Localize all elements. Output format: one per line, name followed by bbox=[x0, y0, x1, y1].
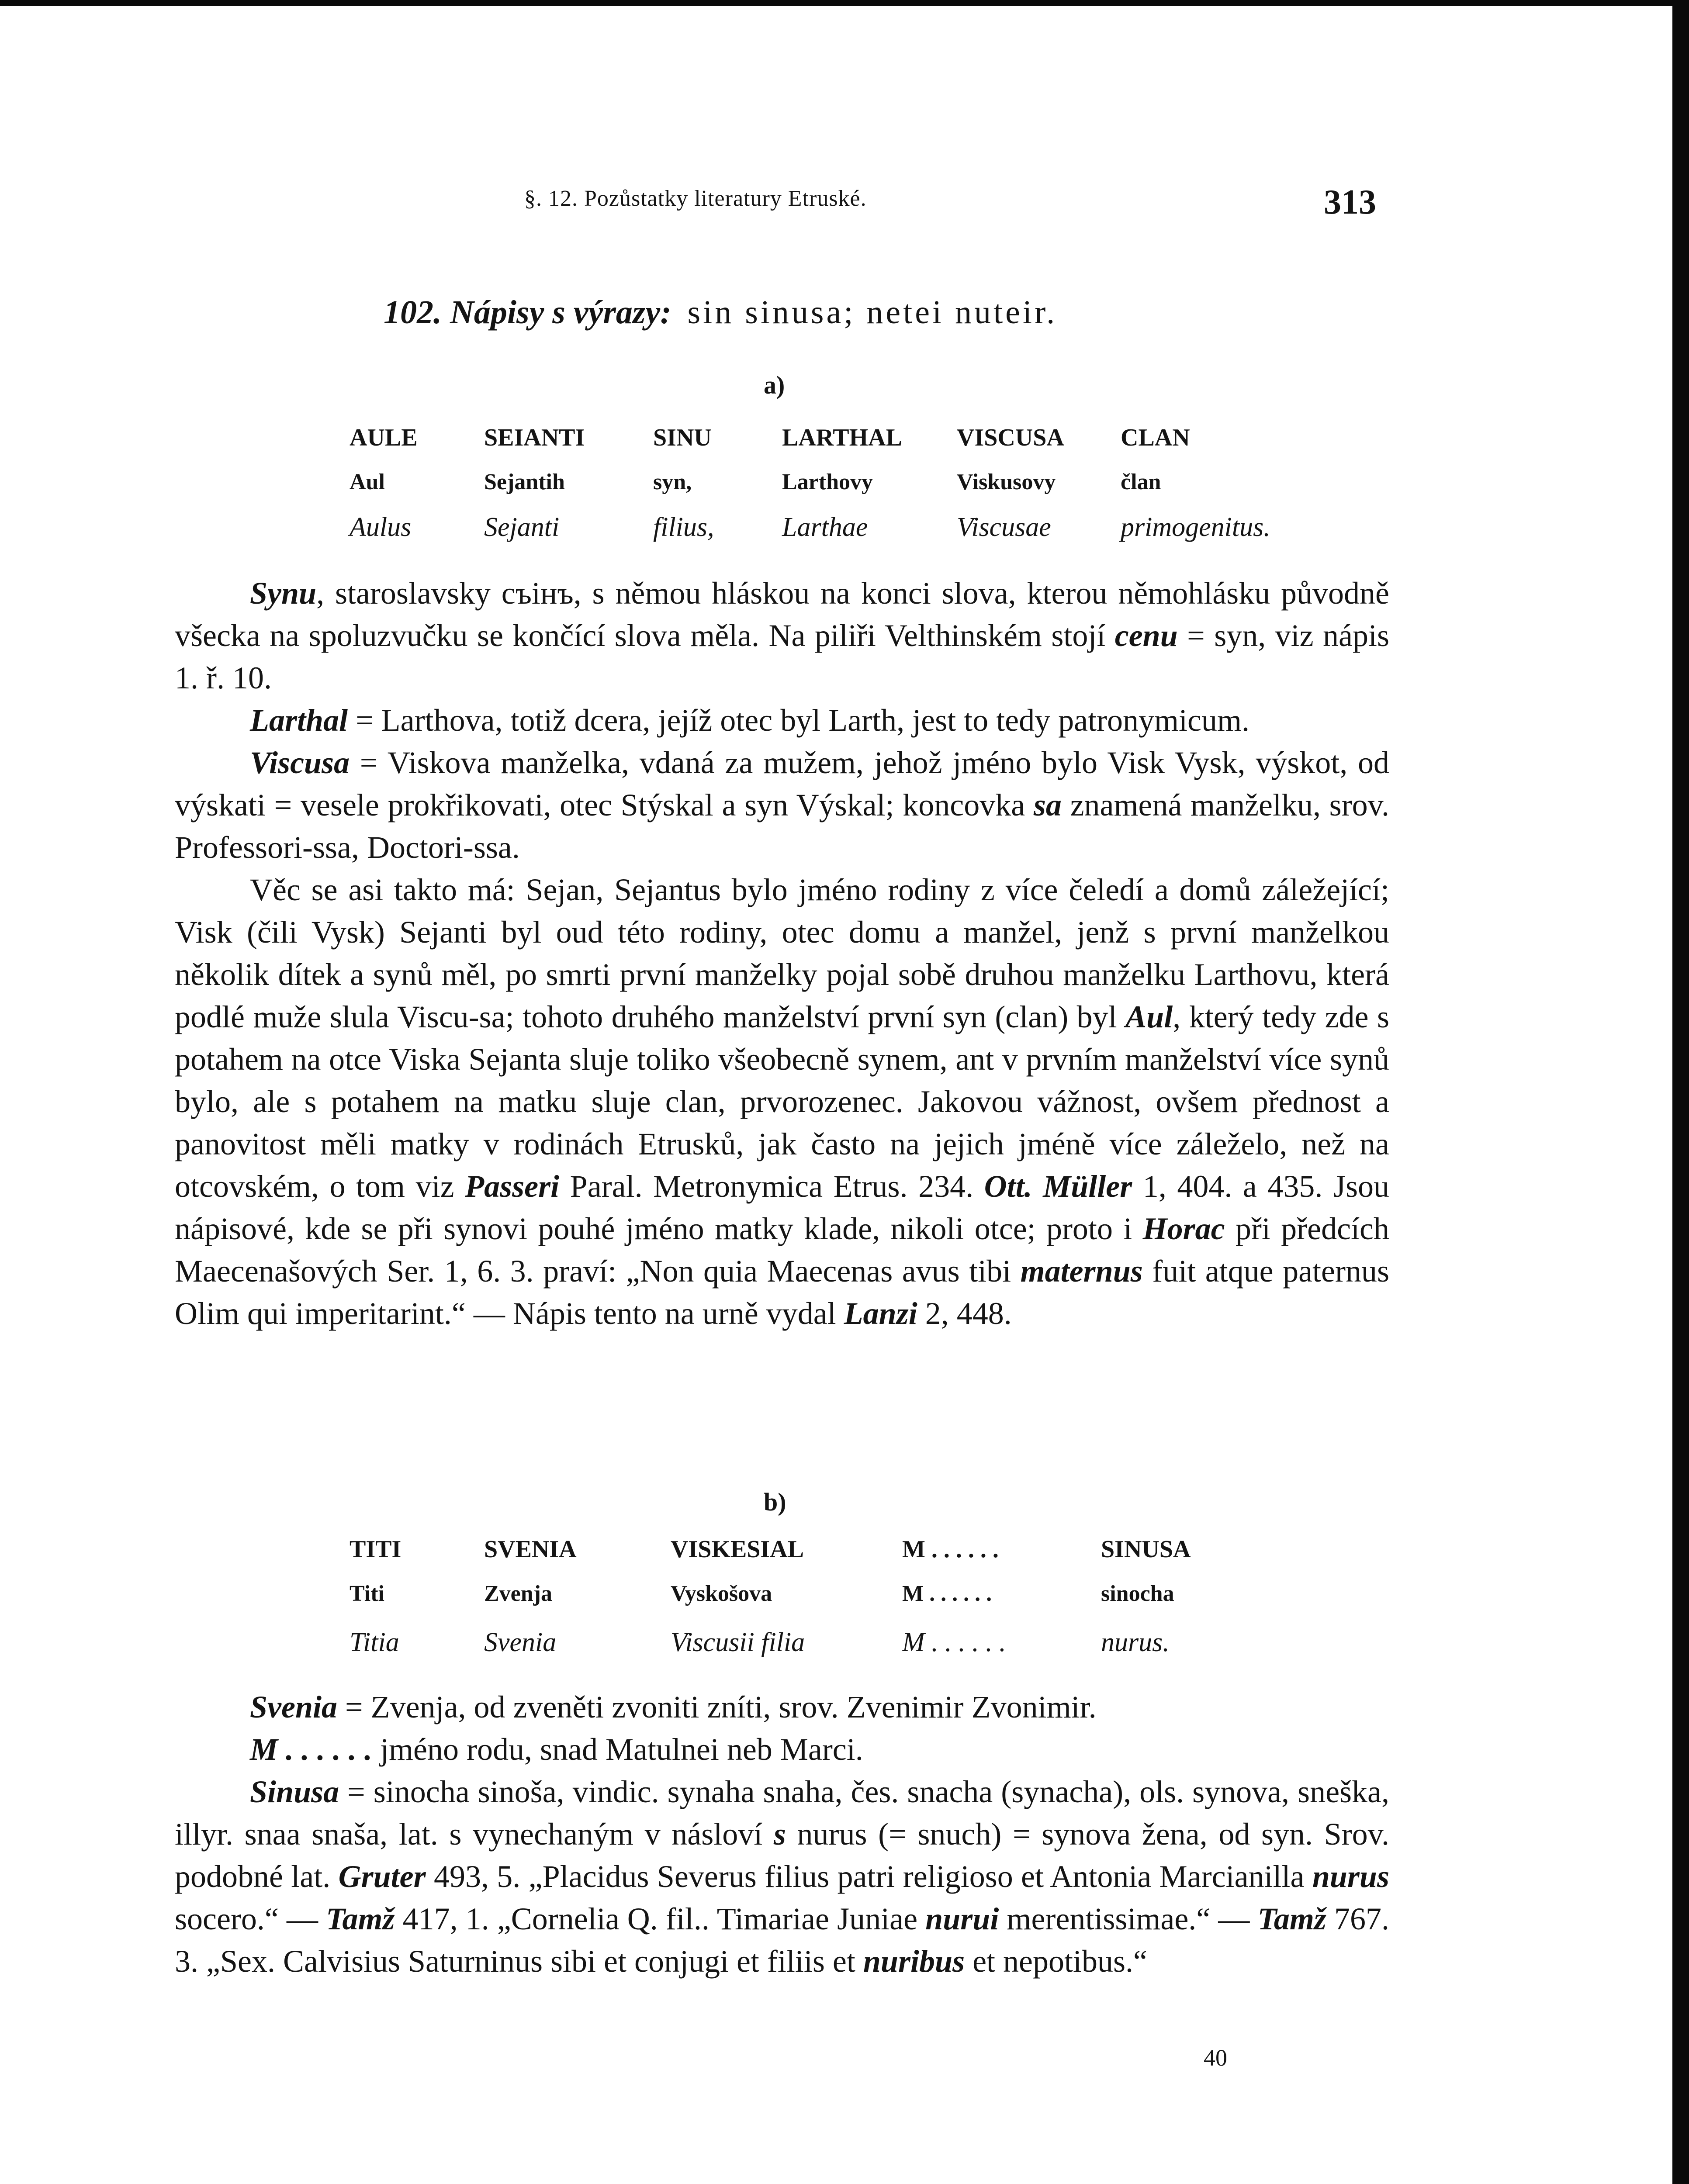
paragraph-text: Paral. Metronymica Etrus. 234. bbox=[559, 1169, 984, 1204]
term: Aul bbox=[1125, 999, 1173, 1034]
inscription-b-caps-row bbox=[0, 1535, 1689, 1570]
gloss-cell: VISCUSA bbox=[957, 424, 1064, 451]
gloss-cell: Viskusovy bbox=[957, 470, 1056, 494]
paragraph-text: fuit atque paternus Olim qui imperitarint.“ — Nápis tento na urně vydal bbox=[175, 1254, 1390, 1331]
gloss-cell: Zvenja bbox=[484, 1581, 552, 1606]
inscription-b-czech-row bbox=[0, 1581, 1689, 1616]
paragraph-viscusa bbox=[175, 742, 1389, 869]
gloss-cell: sinocha bbox=[1101, 1581, 1174, 1606]
gloss-cell: primogenitus. bbox=[1121, 512, 1270, 542]
term: Tamž bbox=[326, 1901, 395, 1936]
term: nurui bbox=[925, 1901, 999, 1936]
paragraph-text: nurus (= snuch) = synova žena, od syn. Srov. podobné lat. bbox=[175, 1817, 1389, 1894]
gloss-cell: član bbox=[1121, 470, 1161, 494]
paragraph-text: 2, 448. bbox=[917, 1296, 1012, 1331]
gloss-cell: Titia bbox=[350, 1628, 399, 1657]
paragraph-text: = Viskova manželka, vdaná za mužem, jehož jméno bylo Visk Vysk, výskot, od výskati = vesele prokřikovati, otec Stýskal a syn Výskal; koncovka bbox=[175, 745, 1389, 822]
term: Svenia bbox=[250, 1690, 338, 1724]
paragraph-larthal bbox=[175, 699, 1389, 742]
term: sa bbox=[1033, 788, 1062, 822]
term: Ott. Müller bbox=[984, 1169, 1132, 1204]
paragraph-text: = syn, viz nápis 1. ř. 10. bbox=[175, 618, 1389, 695]
gloss-cell: Viscusae bbox=[957, 512, 1051, 542]
gloss-cell: VISKESIAL bbox=[671, 1536, 804, 1563]
gloss-cell: Viscusii filia bbox=[671, 1628, 805, 1657]
paragraph-m bbox=[175, 1728, 1389, 1771]
paragraph-text: et nepotibus.“ bbox=[965, 1944, 1147, 1979]
section-title bbox=[384, 294, 1057, 332]
term: Larthal bbox=[250, 703, 348, 738]
gloss-cell: Aul bbox=[350, 470, 385, 494]
paragraph-text: socero.“ — bbox=[175, 1901, 326, 1936]
paragraph-text: , který tedy zde s potahem na otce Viska Sejanta sluje toliko všeobecně synem, ant v prvním manželství více synů bylo, ale s potahem na matku sluje clan, prvorozenec. Jakovou vážnost, ovšem přednost a panovitost měli matky v rodinách Etrusků, jak často na jejich jméně více záleželo, než na otcovském, o tom viz bbox=[175, 999, 1389, 1204]
gloss-cell: CLAN bbox=[1121, 424, 1190, 451]
paragraph-text: , staroslavsky съінъ, s němou hláskou na konci slova, kterou němohlásku původně všecka na spoluzvučku se končící slova měla. Na piliři Velthinském stojí bbox=[175, 576, 1389, 653]
gloss-cell: filius, bbox=[653, 512, 714, 542]
paragraph-svenia bbox=[175, 1686, 1389, 1728]
term: Sinusa bbox=[250, 1774, 339, 1809]
gloss-cell: Sejantih bbox=[484, 470, 565, 494]
paragraph-text: 417, 1. „Cornelia Q. fil.. Timariae Juniae bbox=[395, 1901, 926, 1936]
gloss-cell: SVENIA bbox=[484, 1536, 577, 1563]
gloss-cell: Svenia bbox=[484, 1628, 557, 1657]
paragraph-text: jméno rodu, snad Matulnei neb Marci. bbox=[372, 1732, 863, 1767]
paragraph-text: 493, 5. „Placidus Severus filius patri religioso et Antonia Marcianilla bbox=[426, 1859, 1312, 1894]
gloss-cell: SINU bbox=[653, 424, 712, 451]
term: nuribus bbox=[863, 1944, 965, 1979]
page-number: 313 bbox=[1324, 183, 1376, 221]
paragraph-sinusa bbox=[175, 1771, 1389, 1983]
term: Gruter bbox=[338, 1859, 426, 1894]
commentary-b bbox=[175, 1686, 1389, 1983]
gloss-cell: Larthovy bbox=[782, 470, 873, 494]
inscription-b-label: b) bbox=[764, 1488, 786, 1516]
gloss-cell: Vyskošova bbox=[671, 1581, 772, 1606]
gloss-cell: nurus. bbox=[1101, 1628, 1170, 1657]
inscription-a-latin-row bbox=[0, 512, 1689, 547]
paragraph-vec bbox=[175, 869, 1389, 1335]
term: Horac bbox=[1142, 1211, 1225, 1246]
paragraph-text: merentissimae.“ — bbox=[999, 1901, 1258, 1936]
term: Viscusa bbox=[250, 745, 350, 780]
gloss-cell: syn, bbox=[653, 470, 692, 494]
gloss-cell: Aulus bbox=[350, 512, 412, 542]
gloss-cell: SEIANTI bbox=[484, 424, 585, 451]
gloss-cell: Titi bbox=[350, 1581, 384, 1606]
gloss-cell: M . . . . . . bbox=[902, 1581, 992, 1606]
section-lead: Nápisy s výrazy: bbox=[450, 294, 671, 331]
term: Lanzi bbox=[844, 1296, 917, 1331]
paragraph-text: 1, 404. a 435. Jsou nápisové, kde se při synovi pouhé jméno matky klade, nikoli otce; proto i bbox=[175, 1169, 1390, 1246]
paragraph-text: při předcích Maecenašových Ser. 1, 6. 3. praví: „Non quia Maecenas avus tibi bbox=[175, 1211, 1389, 1289]
term: nurus bbox=[1312, 1859, 1389, 1894]
gloss-cell: TITI bbox=[350, 1536, 401, 1563]
paragraph-text: Věc se asi takto má: Sejan, Sejantus bylo jméno rodiny z více čeledí a domů záležející; Visk (čili Vysk) Sejanti byl oud této rodiny, otec domu a manžel, jenž s první manželkou několik dítek a synů měl, po smrti první manželky pojal sobě druhou manželku Larthovu, která podlé muže slula Viscu-sa; tohoto druhého manželství první syn (clan) byl bbox=[175, 872, 1389, 1034]
paragraph-synu bbox=[175, 572, 1389, 699]
gloss-cell: LARTHAL bbox=[782, 424, 902, 451]
paragraph-text: znamená manželku, srov. Professori-ssa, Doctori-ssa. bbox=[175, 788, 1390, 865]
signature-mark: 40 bbox=[1204, 2045, 1227, 2071]
inscription-a-label: a) bbox=[764, 371, 785, 399]
commentary-a bbox=[175, 572, 1389, 1335]
paragraph-text: 767. 3. „Sex. Calvisius Saturninus sibi et conjugi et filiis et bbox=[175, 1901, 1389, 1979]
gloss-cell: M . . . . . . bbox=[902, 1536, 999, 1563]
section-number: 102. bbox=[384, 294, 442, 331]
inscription-a-caps-row bbox=[0, 424, 1689, 459]
paragraph-text: = Larthova, totiž dcera, jejíž otec byl Larth, jest to tedy patronymicum. bbox=[348, 703, 1249, 738]
gloss-cell: Larthae bbox=[782, 512, 868, 542]
section-words: sin sinusa; netei nuteir. bbox=[687, 294, 1058, 331]
inscription-a-czech-row bbox=[0, 469, 1689, 504]
paragraph-text: = Zvenja, od zveněti zvoniti zníti, srov. Zvenimir Zvonimir. bbox=[337, 1690, 1097, 1724]
gloss-cell: M . . . . . . bbox=[902, 1628, 1006, 1657]
inscription-b-latin-row bbox=[0, 1627, 1689, 1662]
running-head: §. 12. Pozůstatky literatury Etruské. bbox=[524, 186, 867, 211]
term: cenu bbox=[1114, 618, 1178, 653]
gloss-cell: AULE bbox=[350, 424, 418, 451]
term: Passeri bbox=[465, 1169, 560, 1204]
gloss-cell: Sejanti bbox=[484, 512, 560, 542]
term: maternus bbox=[1020, 1254, 1143, 1289]
gloss-cell: SINUSA bbox=[1101, 1536, 1191, 1563]
term: s bbox=[773, 1817, 786, 1852]
term: Tamž bbox=[1257, 1901, 1326, 1936]
term: M . . . . . . bbox=[250, 1732, 373, 1767]
term: Synu bbox=[250, 576, 317, 611]
paragraph-text: = sinocha sinoša, vindic. synaha snaha, čes. snacha (synacha), ols. synova, sneška, illyr. snaa snaša, lat. s vynechaným v násloví bbox=[175, 1774, 1389, 1852]
